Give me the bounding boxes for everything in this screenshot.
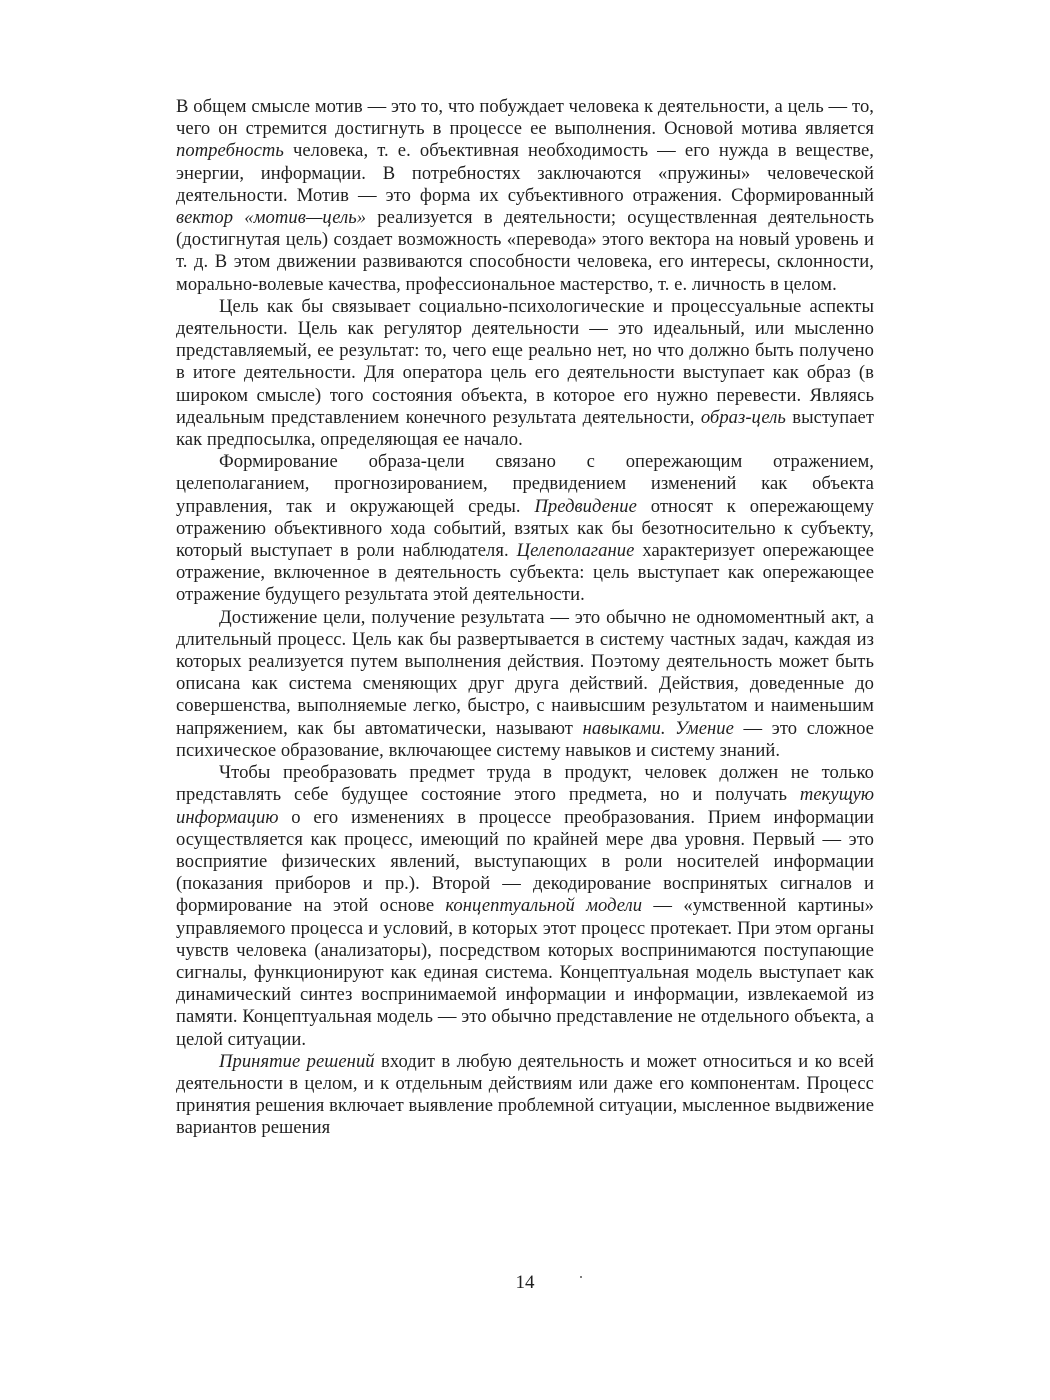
text-run: характеризует опережающее отражение, включенное в деятельность субъекта: цель выступает как опережающее отражение будущего результата этой деятельности. bbox=[176, 540, 874, 606]
print-speck bbox=[580, 1276, 582, 1278]
text-run: Достижение цели, получение результата — это обычно не одномоментный акт, а длительный процесс. Цель как бы развертывается в систему частных задач, каждая из которых реализуется путем выполнения действия. Поэтому деятельность может быть описана как система сменяющих друг друга действий. Действия, доведенные до совершенства, выполняемые легко, быстро, с наивысшим результатом и наименьшим напряжением, как бы автоматически, называют bbox=[176, 606, 874, 739]
text-run: В общем смысле мотив — это то, что побуждает человека к деятельности, а цель — то, чего он стремится достигнуть в процессе ее выполнения. Основой мотива является bbox=[176, 96, 874, 140]
italic-term: Целеполагание bbox=[516, 540, 635, 562]
body-text bbox=[176, 96, 874, 1140]
text-run: человека, т. е. объективная необходимость — его нужда в веществе, энергии, информации. В потребностях заключаются «пружины» человеческой деятельности. Мотив — это форма их субъективного отражения. Сформированный bbox=[176, 140, 874, 206]
text-run: Формирование образа-цели связано с опережающим отражением, целеполаганием, прогнозированием, предвидением изменений как объекта управления, так и окружающей среды. bbox=[176, 451, 874, 517]
italic-term: Принятие решений bbox=[219, 1050, 375, 1072]
italic-term: потребность bbox=[176, 140, 284, 162]
italic-term: текущую информацию bbox=[176, 784, 874, 828]
italic-term: навыками. Умение bbox=[582, 717, 734, 739]
text-run: относят к опережающему отражению объективного хода событий, взятых как бы безотносительно к субъекту, который выступает в роли наблюдателя. bbox=[176, 495, 874, 562]
italic-term: образ-цель bbox=[700, 406, 786, 428]
italic-term: Предвидение bbox=[534, 495, 637, 517]
text-run: о его изменениях в процессе преобразования. Прием информации осуществляется как процесс, имеющий по крайней мере два уровня. Первый — это восприятие физических явлений, выступающих в роли носителей информации (показания приборов и пр.). Второй — декодирование воспринятых сигналов и формирование на этой основе bbox=[176, 806, 874, 917]
page-number: 14 bbox=[515, 1272, 535, 1293]
text-run: — это сложное психическое образование, включающее систему навыков и систему знаний. bbox=[176, 717, 874, 761]
text-run: Чтобы преобразовать предмет труда в продукт, человек должен не только представлять себе будущее состояние этого предмета, но и получать bbox=[176, 762, 874, 806]
text-run: входит в любую деятельность и может относиться и ко всей деятельности в целом, и к отдельным действиям или даже его компонентам. Процесс принятия решения включает выявление проблемной ситуации, мысленное выдвижение вариантов решения bbox=[176, 1050, 874, 1139]
paragraph-3 bbox=[176, 451, 874, 606]
italic-term: вектор «мотив—цель» bbox=[176, 207, 367, 229]
italic-term: концептуальной модели bbox=[445, 895, 643, 917]
paragraph-2 bbox=[176, 296, 874, 451]
paragraph-1 bbox=[176, 96, 874, 296]
text-run: Цель как бы связывает социально-психологические и процессуальные аспекты деятельности. Цель как регулятор деятельности — это идеальный, или мысленно представляемый, ее результат: то, чего еще реально нет, но что должно быть получено в итоге деятельности. Для оператора цель его деятельности выступает как образ (в широком смысле) того состояния объекта, в которое его нужно перевести. Являясь идеальным представлением конечного результата деятельности, bbox=[176, 295, 874, 428]
paragraph-5 bbox=[176, 762, 874, 1051]
text-run: выступает как предпосылка, определяющая ее начало. bbox=[176, 406, 875, 451]
paragraph-6 bbox=[176, 1051, 874, 1140]
paragraph-4 bbox=[176, 607, 874, 762]
text-run: реализуется в деятельности; осуществленная деятельность (достигнутая цель) создает возможность «перевода» этого вектора на новый уровень и т. д. В этом движении развиваются способности человека, его интересы, склонности, морально-волевые качества, профессиональное мастерство, т. е. личность в целом. bbox=[176, 207, 874, 295]
text-run: — «умственной картины» управляемого процесса и условий, в которых этот процесс протекает. При этом органы чувств человека (анализаторы), посредством которых воспринимаются поступающие сигналы, функционируют как единая система. Концептуальная модель выступает как динамический синтез воспринимаемой информации и информации, извлекаемой из памяти. Концептуальная модель — это обычно представление не отдельного объекта, а целой ситуации. bbox=[176, 895, 874, 1050]
